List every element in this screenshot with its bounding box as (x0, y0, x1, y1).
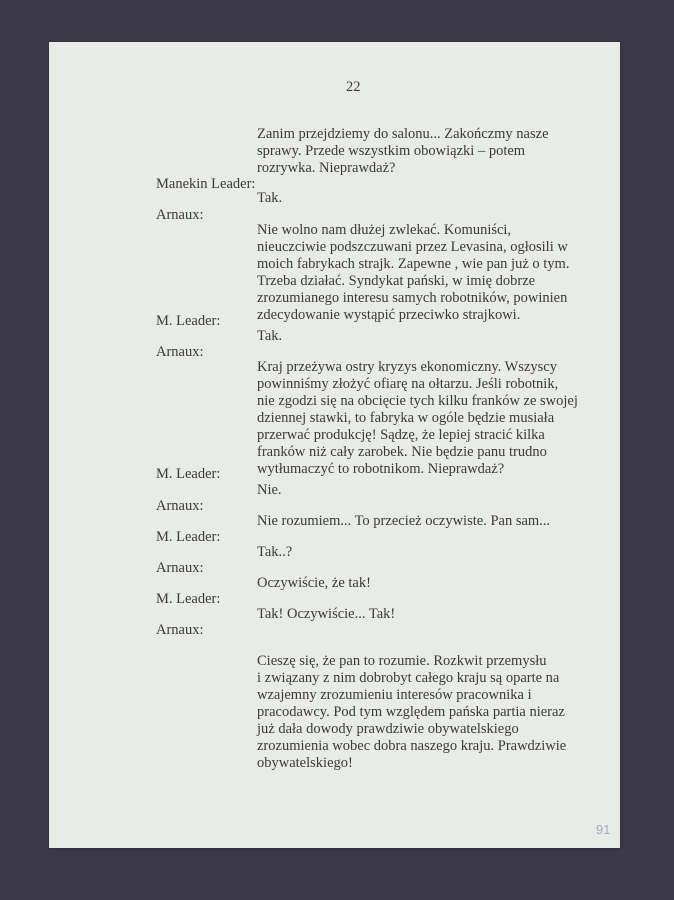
dialogue-line: Tak..? (257, 544, 293, 560)
dialogue-line: powinniśmy złożyć ofiarę na ołtarzu. Jeśli robotnik, (257, 376, 559, 392)
dialogue-line: obywatelskiego! (257, 755, 353, 771)
dialogue-line: franków niż cały zarobek. Nie będzie panu trudno (257, 444, 547, 460)
dialogue-line: wzajemny zrozumieniu interesów pracownika i (257, 687, 532, 703)
dialogue-line: Tak! Oczywiście... Tak! (257, 606, 396, 622)
speaker-label: Arnaux: (156, 498, 204, 514)
dialogue-line: zrozumienia wobec dobra naszego kraju. Prawdziwie (257, 738, 567, 754)
dialogue-line: nie zgodzi się na obcięcie tych kilku franków ze swojej (257, 393, 578, 409)
dialogue-line: Nie. (257, 482, 282, 498)
dialogue-line: zdecydowanie wystąpić przeciwko strajkowi. (257, 307, 521, 323)
dialogue-line: Tak. (257, 190, 283, 206)
speaker-label: M. Leader: (156, 591, 221, 607)
document-page (49, 42, 620, 848)
dialogue-line: i związany z nim dobrobyt całego kraju są oparte na (257, 670, 560, 686)
dialogue-line: moich fabrykach strajk. Zapewne , wie pan już o tym. (257, 256, 570, 272)
speaker-label: Arnaux: (156, 622, 204, 638)
dialogue-line: Cieszę się, że pan to rozumie. Rozkwit przemysłu (257, 653, 547, 669)
dialogue-line: Oczywiście, że tak! (257, 575, 371, 591)
dialogue-line: Trzeba działać. Syndykat pański, w imię dobrze (257, 273, 536, 289)
dialogue-line: Nie rozumiem... To przecież oczywiste. Pan sam... (257, 513, 551, 529)
dialogue-line: przerwać produkcję! Sądzę, że lepiej stracić kilka (257, 427, 545, 443)
dialogue-line: Tak. (257, 328, 283, 344)
dialogue-line: Kraj przeżywa ostry kryzys ekonomiczny. Wszyscy (257, 359, 557, 375)
speaker-label: Arnaux: (156, 344, 204, 360)
speaker-label: Arnaux: (156, 207, 204, 223)
speaker-label: M. Leader: (156, 466, 221, 482)
page-number: 22 (346, 79, 361, 95)
dialogue-line: Zanim przejdziemy do salonu... Zakończmy nasze (257, 126, 549, 142)
speaker-label: M. Leader: (156, 313, 221, 329)
dialogue-line: nieuczciwie podszczuwani przez Levasina, ogłosili w (257, 239, 568, 255)
speaker-label: M. Leader: (156, 529, 221, 545)
dialogue-line: już dała dowody prawdziwie obywatelskiego (257, 721, 519, 737)
archive-mark: 91 (596, 822, 611, 837)
speaker-label: Manekin Leader: (156, 176, 256, 192)
dialogue-line: pracodawcy. Pod tym względem pańska partia nieraz (257, 704, 565, 720)
dialogue-line: sprawy. Przede wszystkim obowiązki – potem (257, 143, 526, 159)
dialogue-line: rozrywka. Nieprawdaż? (257, 160, 396, 176)
dialogue-line: Nie wolno nam dłużej zwlekać. Komuniści, (257, 222, 512, 238)
dialogue-line: wytłumaczyć to robotnikom. Nieprawdaż? (257, 461, 505, 477)
speaker-label: Arnaux: (156, 560, 204, 576)
dialogue-line: dziennej stawki, to fabryka w ogóle będzie musiała (257, 410, 555, 426)
dialogue-line: zrozumianego interesu samych robotników, powinien (257, 290, 568, 306)
